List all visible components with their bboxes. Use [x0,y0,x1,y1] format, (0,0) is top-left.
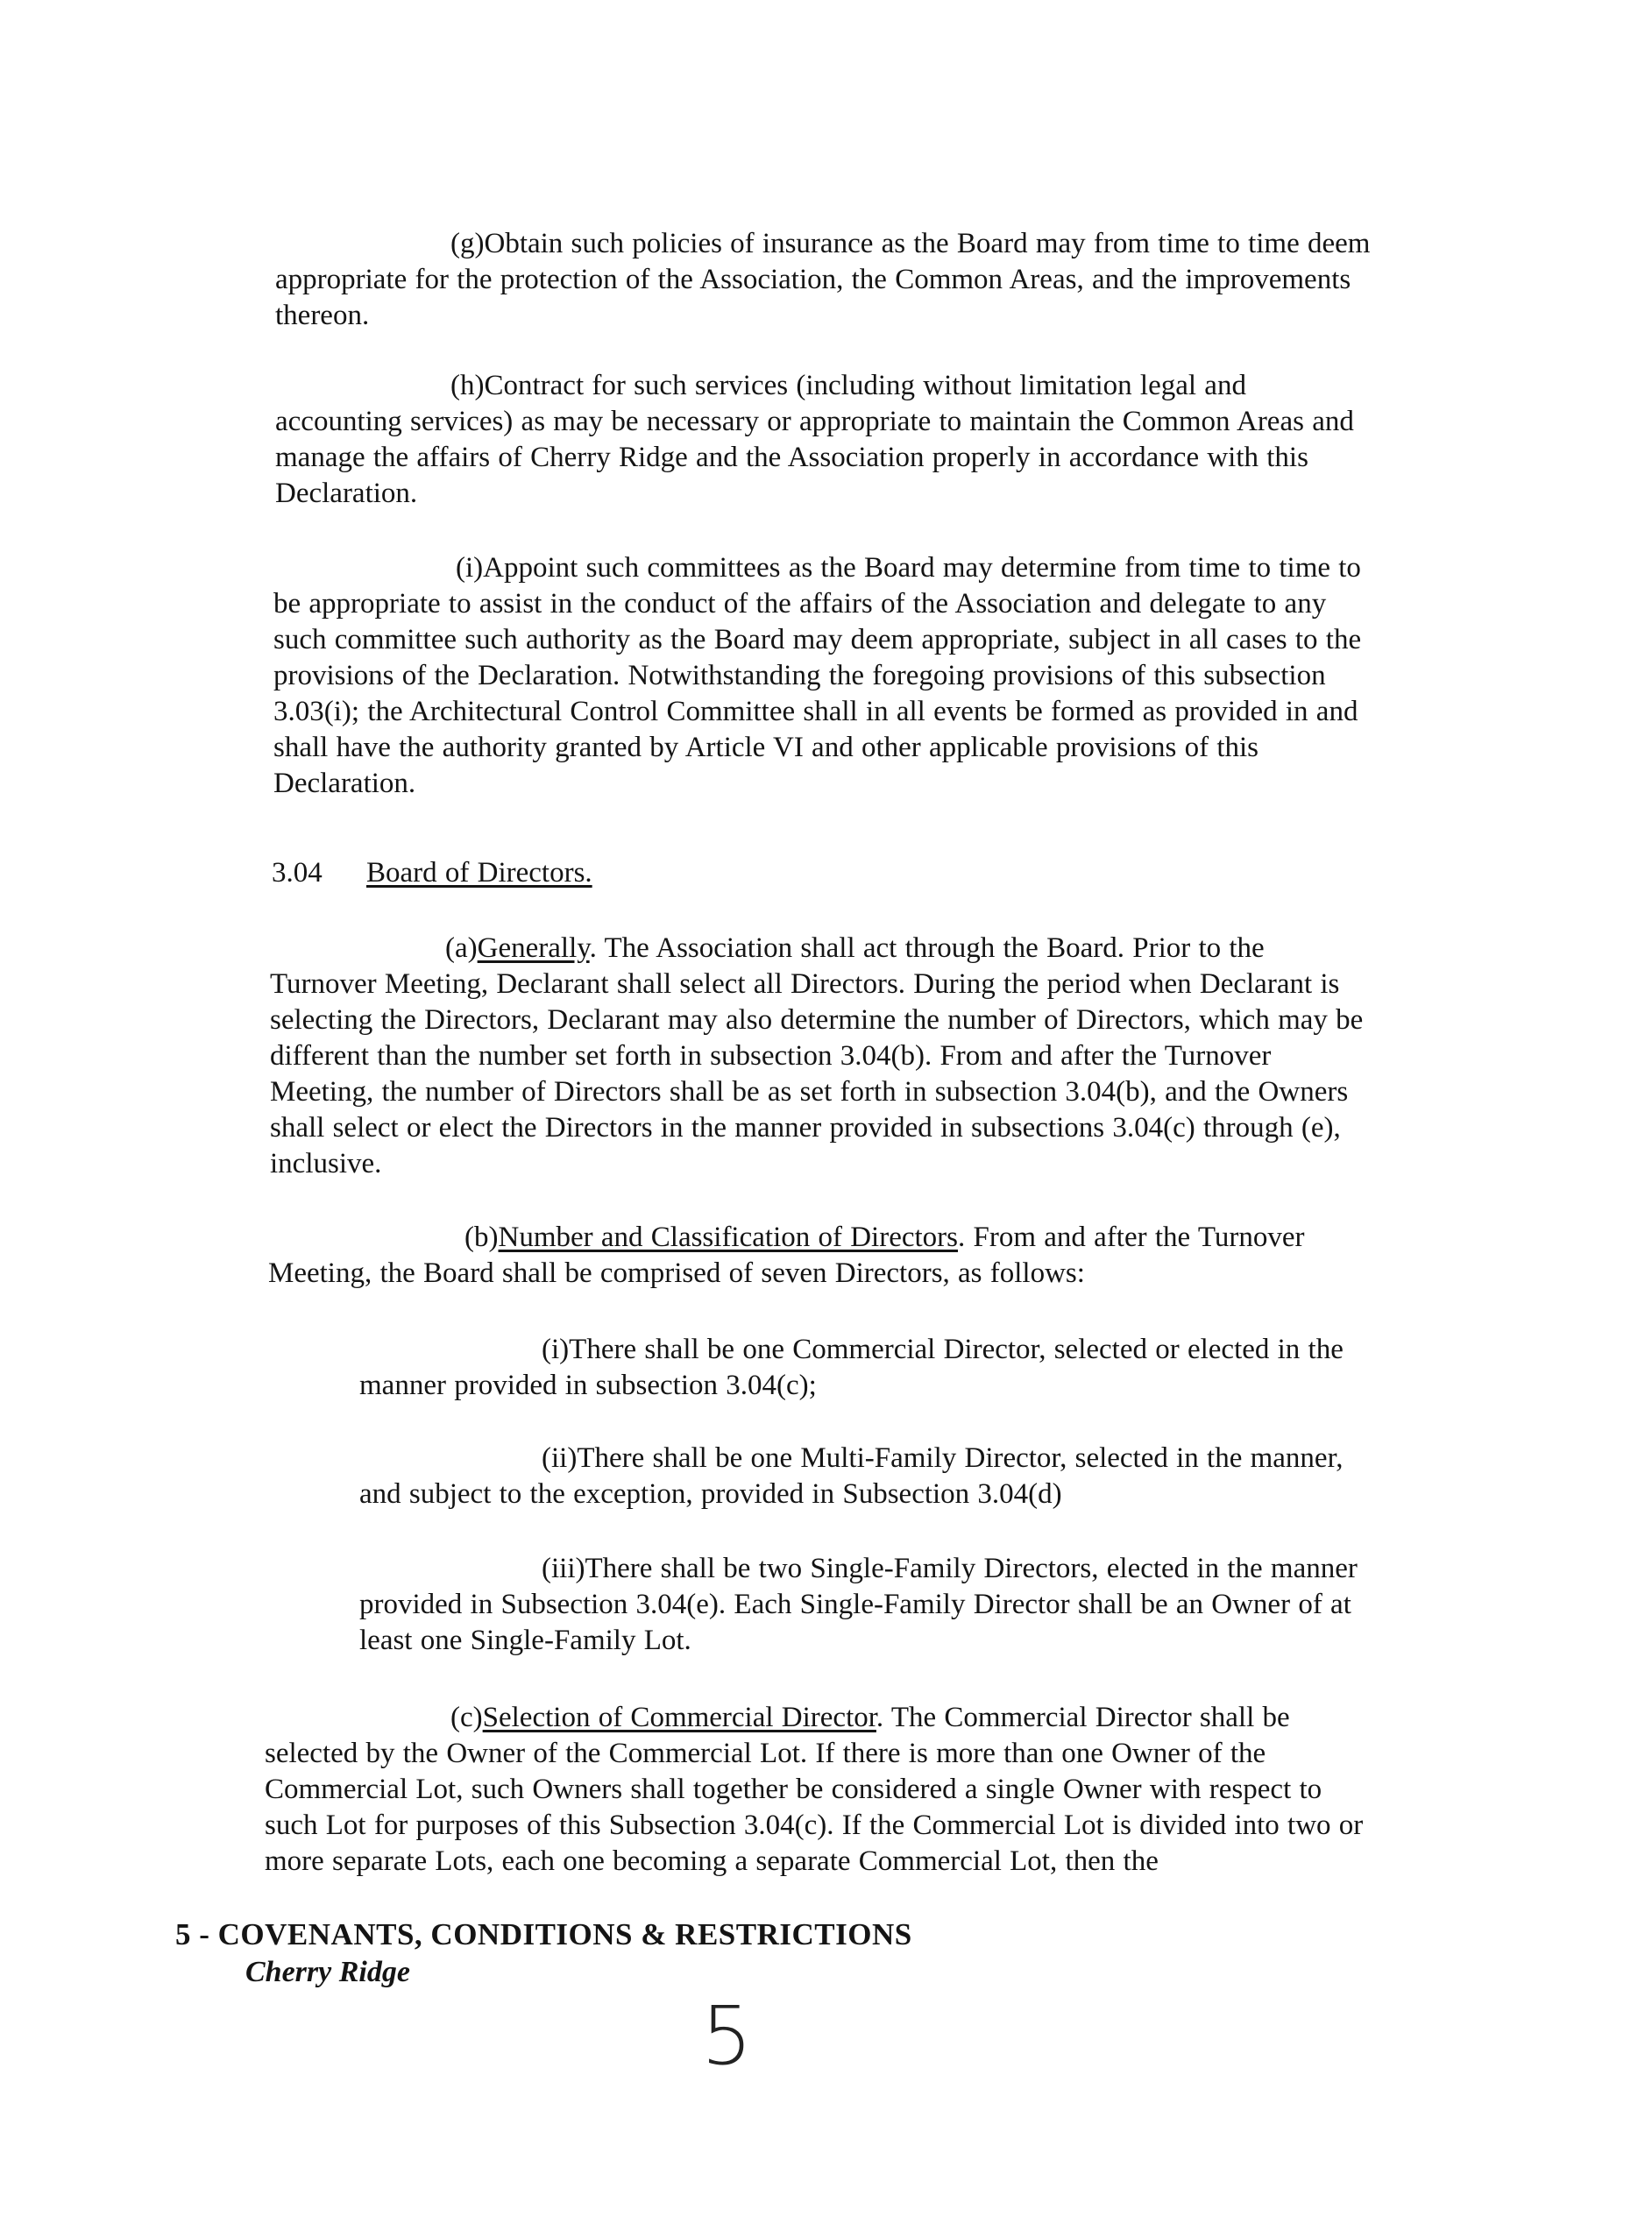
subsection-b-text: . From and after the Turnover Meeting, the Board shall be comprised of seven Directors, as follows: [268,1222,1305,1289]
section-heading-3-04 [272,855,973,891]
paragraph-h-label: (h) [450,370,485,401]
paragraph-i-label: (i) [456,552,484,584]
item-ii-label: (ii) [542,1442,578,1474]
paragraph-g [275,226,1371,334]
footer-title: 5 - COVENANTS, CONDITIONS & RESTRICTIONS [175,1917,912,1951]
paragraph-h [275,368,1371,512]
paragraph-i [273,550,1373,802]
item-i-text: There shall be one Commercial Director, selected or elected in the manner provided in subsection 3.04(c); [359,1334,1344,1401]
subsection-c-heading: Selection of Commercial Director [482,1702,876,1733]
item-ii-text: There shall be one Multi-Family Director, selected in the manner, and subject to the exception, provided in Subsection 3.04(d) [359,1442,1344,1510]
subsection-b-item-ii [359,1441,1367,1512]
item-iii-label: (iii) [542,1553,585,1584]
item-i-label: (i) [542,1334,570,1365]
footer-subtitle: Cherry Ridge [245,1956,410,1988]
subsection-b-item-i [359,1332,1367,1404]
paragraph-g-text: Obtain such policies of insurance as the Board may from time to time deem appropriate for the protection of the Association, the Common Areas, and the improvements thereon. [275,228,1371,331]
subsection-a-heading: Generally [477,932,590,964]
subsection-b-heading: Number and Classification of Directors [498,1222,959,1253]
paragraph-h-text: Contract for such services (including without limitation legal and accounting services) as may be necessary or appropriate to maintain the Common Areas and manage the affairs of Cherry Ridge and the Association properly in accordance with this Declaration. [275,370,1354,509]
subsection-a-label: (a) [445,932,478,964]
subsection-b-item-iii [359,1551,1367,1659]
item-iii-text: There shall be two Single-Family Directors, elected in the manner provided in Subsection 3.04(e). Each Single-Family Director shall be an Owner of at least one Single-Family Lot. [359,1553,1358,1656]
subsection-b [268,1220,1368,1292]
subsection-a [270,931,1370,1182]
subsection-b-label: (b) [464,1222,499,1253]
section-number: 3.04 [272,857,323,889]
subsection-c-text: . The Commercial Director shall be selected by the Owner of the Commercial Lot. If there is more than one Owner of the Commercial Lot, such Owners shall together be considered a single Owner with respect to such Lot for purposes of this Subsection 3.04(c). If the Commercial Lot is divided into two or more separate Lots, each one becoming a separate Commercial Lot, then the [265,1702,1364,1877]
paragraph-i-text: Appoint such committees as the Board may determine from time to time to be appropriate to assist in the conduct of the affairs of the Association and delegate to any such committee such authority as the Board may deem appropriate, subject in all cases to the provisions of the Declaration. Notwithstanding the foregoing provisions of this subsection 3.03(i); the Architectural Control Committee shall in all events be formed as provided in and shall have the authority granted by Article VI and other applicable provisions of this Declaration. [273,552,1362,799]
handwritten-page-number: 5 [701,1989,753,2083]
section-title: Board of Directors. [366,857,592,889]
subsection-a-text: . The Association shall act through the Board. Prior to the Turnover Meeting, Declarant shall select all Directors. During the period when Declarant is selecting the Directors, Declarant may also determine the number of Directors, which may be different than the number set forth in subsection 3.04(b). From and after the Turnover Meeting, the number of Directors shall be as set forth in subsection 3.04(b), and the Owners shall select or elect the Directors in the manner provided in subsections 3.04(c) through (e), inclusive. [270,932,1364,1179]
subsection-c-label: (c) [450,1702,483,1733]
subsection-c [265,1700,1371,1880]
paragraph-g-label: (g) [450,228,485,259]
